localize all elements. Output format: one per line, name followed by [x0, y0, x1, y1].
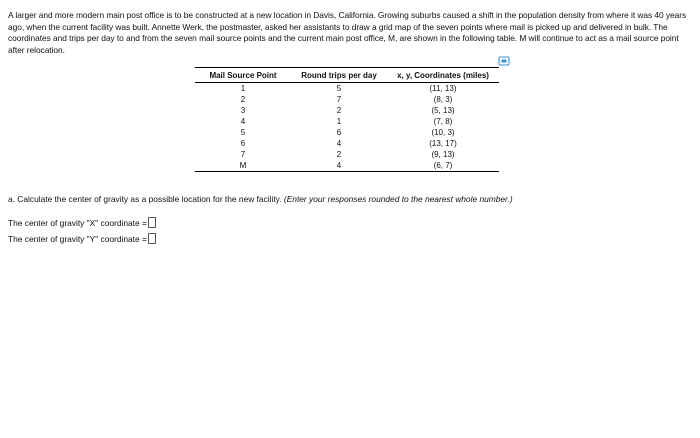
question-text: a. Calculate the center of gravity as a possible location for the new facility.	[8, 194, 282, 204]
question-instruction: (Enter your responses rounded to the nearest whole number.)	[283, 194, 513, 204]
copy-table-icon[interactable]	[498, 56, 510, 66]
cell-point: M	[195, 160, 291, 172]
cell-point: 1	[240, 84, 246, 93]
table-row	[195, 127, 499, 138]
table-row	[195, 105, 499, 116]
cell-coords: (9, 13)	[431, 150, 455, 159]
cell-point: 7	[240, 150, 246, 159]
cell-coords: (11, 13)	[429, 84, 457, 93]
header-mail-source-point: Mail Source Point	[195, 68, 291, 83]
cell-coords: (8, 3)	[433, 95, 453, 104]
cell-coords: (5, 13)	[431, 106, 455, 115]
table-row	[195, 138, 499, 149]
cell-trips: 7	[336, 95, 342, 104]
cell-trips: 4	[291, 160, 387, 172]
table-row	[195, 94, 499, 105]
question-part-a	[8, 194, 513, 204]
x-coordinate-input[interactable]	[148, 217, 156, 228]
cell-trips: 5	[336, 84, 342, 93]
problem-statement: A larger and more modern main post office is to be constructed at a new location in Davis, California. Growing suburbs caused a shift in the population density from where it was 40 years ago, when the current facility was built. Annette Werk, the postmaster, asked her assistants to draw a grid map of the seven points where mail is picked up and delivered in bulk. The coordinates and trips per day to and from the seven mail source points and the current main post office, M, are shown in the following table. M will continue to act as a mail source point after relocation.	[8, 10, 687, 55]
x-coordinate-label: The center of gravity "X" coordinate =	[8, 217, 147, 228]
cell-point: 3	[240, 106, 246, 115]
cell-trips: 2	[336, 150, 342, 159]
cell-trips: 4	[336, 139, 342, 148]
cell-coords: (7, 8)	[433, 117, 453, 126]
header-round-trips: Round trips per day	[291, 68, 387, 83]
header-coordinates: x, y, Coordinates (miles)	[387, 68, 499, 83]
cell-coords: (13, 17)	[429, 139, 457, 148]
cell-trips: 1	[336, 117, 342, 126]
cell-trips: 6	[336, 128, 342, 137]
cell-trips: 2	[336, 106, 342, 115]
table-header-row	[195, 68, 499, 83]
cell-point: 5	[240, 128, 246, 137]
y-coordinate-label: The center of gravity "Y" coordinate =	[8, 233, 147, 244]
x-coordinate-answer-row	[8, 217, 156, 228]
cell-point: 6	[240, 139, 246, 148]
cell-point: 2	[240, 95, 246, 104]
y-coordinate-answer-row	[8, 233, 156, 244]
cell-coords: (6, 7)	[387, 160, 499, 172]
table-row	[195, 149, 499, 160]
table-row	[195, 83, 499, 95]
table-row	[195, 160, 499, 172]
cell-coords: (10, 3)	[431, 128, 455, 137]
table-row	[195, 116, 499, 127]
y-coordinate-input[interactable]	[148, 233, 156, 244]
mail-source-table	[195, 67, 499, 172]
cell-point: 4	[240, 117, 246, 126]
